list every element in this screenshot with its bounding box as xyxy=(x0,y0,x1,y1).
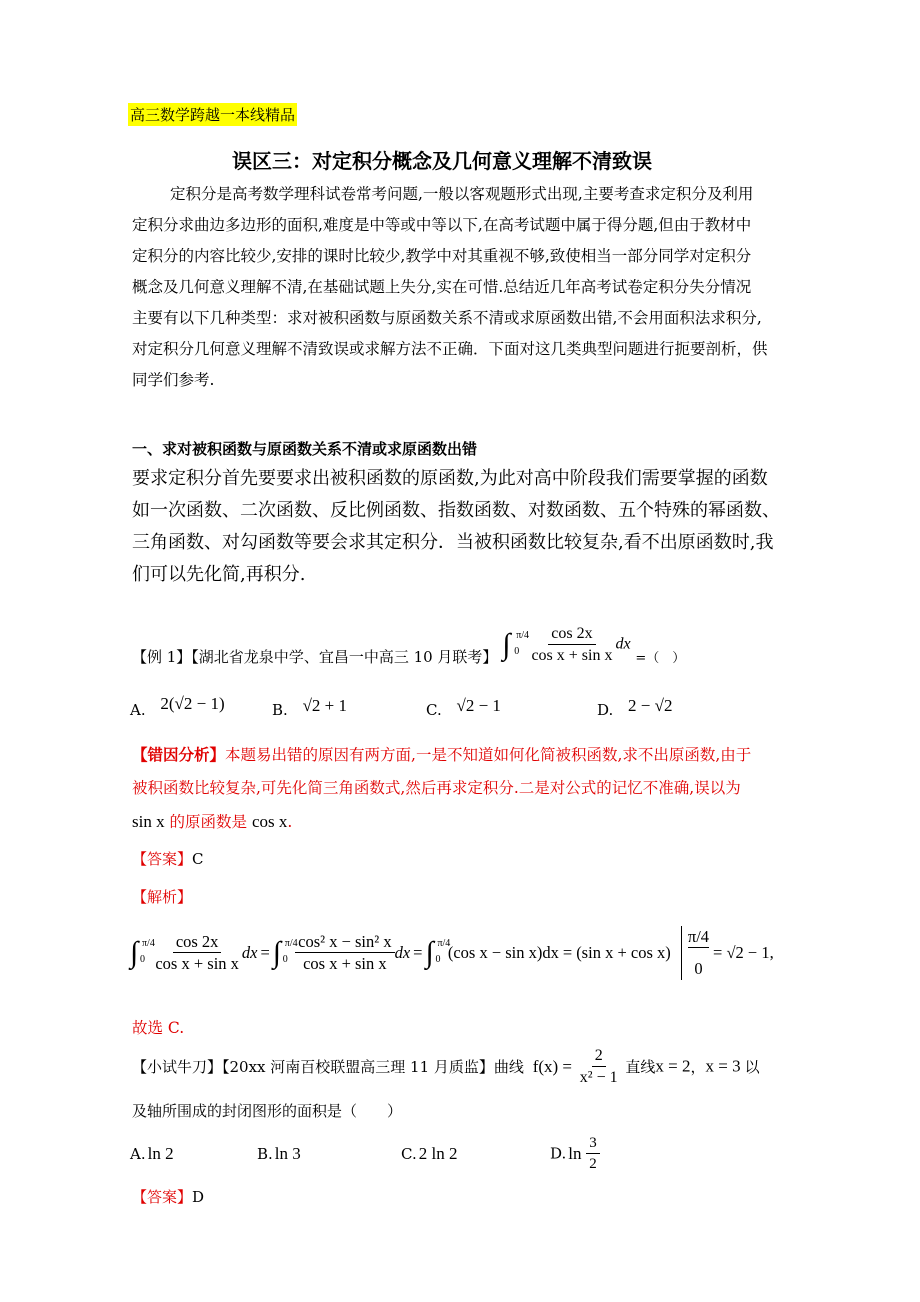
intro-paragraph xyxy=(132,179,768,396)
answer-1: 【答案】C xyxy=(132,850,204,868)
practice-option-b: B. ln 3 xyxy=(257,1144,301,1163)
intro-line: 定积分是高考数学理科试卷常考问题,一般以客观题形式出现,主要考查求定积分及利用 xyxy=(170,185,754,203)
differential: dx xyxy=(615,635,631,653)
practice-option-d: D. ln $\frac{3}{2}$ xyxy=(550,1134,600,1173)
example-label: 【例 1】【湖北省龙泉中学、宜昌一中高三 10 月联考】 xyxy=(132,648,498,666)
practice-label: 【小试牛刀】【20xx 河南百校联盟高三理 11 月质监】曲线 xyxy=(132,1058,524,1077)
integrand-fraction: $\frac{\cos 2x}{\text{cos x + sin x}}$ xyxy=(531,624,613,664)
header-tag: 高三数学跨越一本线精品 xyxy=(128,103,297,126)
intro-line: 主要有以下几种类型：求对被积函数与原函数关系不清或求原函数出错,不会用面积法求积分, xyxy=(132,309,762,327)
solution-equation: ∫ π/4 0 $\frac{\cos 2x}{\text{cos x + sin x}}$ dx = ∫ π/4 0 $\frac{\text{cos² x − sin² x}}{\text{cos x + sin x}}$ dx = ∫ π/4 0 (cos x − sin x)dx = (sin x + cos x) $\frac{\pi/4}{0}$ = √2 − 1, xyxy=(130,927,774,979)
solution-label: 【解析】 xyxy=(132,888,193,906)
error-analysis: 【错因分析】本题易出错的原因有两方面,一是不知道如何化简被积函数,求不出原函数,由于 被积函数比较复杂,可先化简三角函数式,然后再求定积分.二是对公式的记忆不准确,误以为 sin x 的原函数是 cos x. xyxy=(132,745,752,831)
option-b: B. √2 + 1 xyxy=(272,696,347,719)
conclusion: 故选 C. xyxy=(132,1019,185,1037)
section-line: 三角函数、对勾函数等要会求其定积分．当被积函数比较复杂,看不出原函数时,我 xyxy=(132,532,774,553)
section-line: 们可以先化简,再积分. xyxy=(132,564,306,585)
example-integral xyxy=(502,624,630,665)
intro-line: 概念及几何意义理解不清,在基础试题上失分,实在可惜.总结近几年高考试卷定积分失分情况 xyxy=(132,278,752,296)
intro-line: 定积分求曲边多边形的面积,难度是中等或中等以下,在高考试题中属于得分题,但由于教材中 xyxy=(132,216,752,234)
section-body xyxy=(132,463,780,591)
practice-option-a: A. ln 2 xyxy=(130,1144,174,1163)
practice-option-c: C. 2 ln 2 xyxy=(401,1144,458,1163)
section-line: 如一次函数、二次函数、反比例函数、指数函数、对数函数、五个特殊的幂函数、 xyxy=(132,500,780,521)
page-title: 误区三：对定积分概念及几何意义理解不清致误 xyxy=(232,149,652,173)
error-analysis-label: 【错因分析】 xyxy=(132,745,226,764)
practice-problem: 【小试牛刀】【20xx 河南百校联盟高三理 11 月质监】曲线 f(x) = $\frac{2}{\text{x² − 1}}$ 直线x = 2，x = 3 以 xyxy=(132,1047,760,1087)
example-1 xyxy=(132,622,685,667)
option-d: D. 2 − √2 xyxy=(597,696,673,719)
section-heading: 一、求对被积函数与原函数关系不清或求原函数出错 xyxy=(132,440,478,458)
option-c: C. √2 − 1 xyxy=(426,696,501,719)
option-a: A. 2(√2 − 1) xyxy=(130,694,225,719)
practice-line-2: 及轴所围成的封闭图形的面积是（ ） xyxy=(132,1102,403,1120)
answer-2: 【答案】D xyxy=(132,1188,205,1206)
intro-line: 对定积分几何意义理解不清致误或求解方法不正确．下面对这几类典型问题进行扼要剖析，供 xyxy=(132,340,768,358)
section-line: 要求定积分首先要要求出被积函数的原函数,为此对高中阶段我们需要掌握的函数 xyxy=(132,468,768,489)
integral-sign: ∫ π/4 0 xyxy=(502,627,530,661)
intro-line: 同学们参考. xyxy=(132,371,215,389)
intro-line: 定积分的内容比较少,安排的课时比较少,教学中对其重视不够,致使相当一部分同学对定积分 xyxy=(132,247,752,265)
example-tail: =（ ） xyxy=(635,651,686,666)
